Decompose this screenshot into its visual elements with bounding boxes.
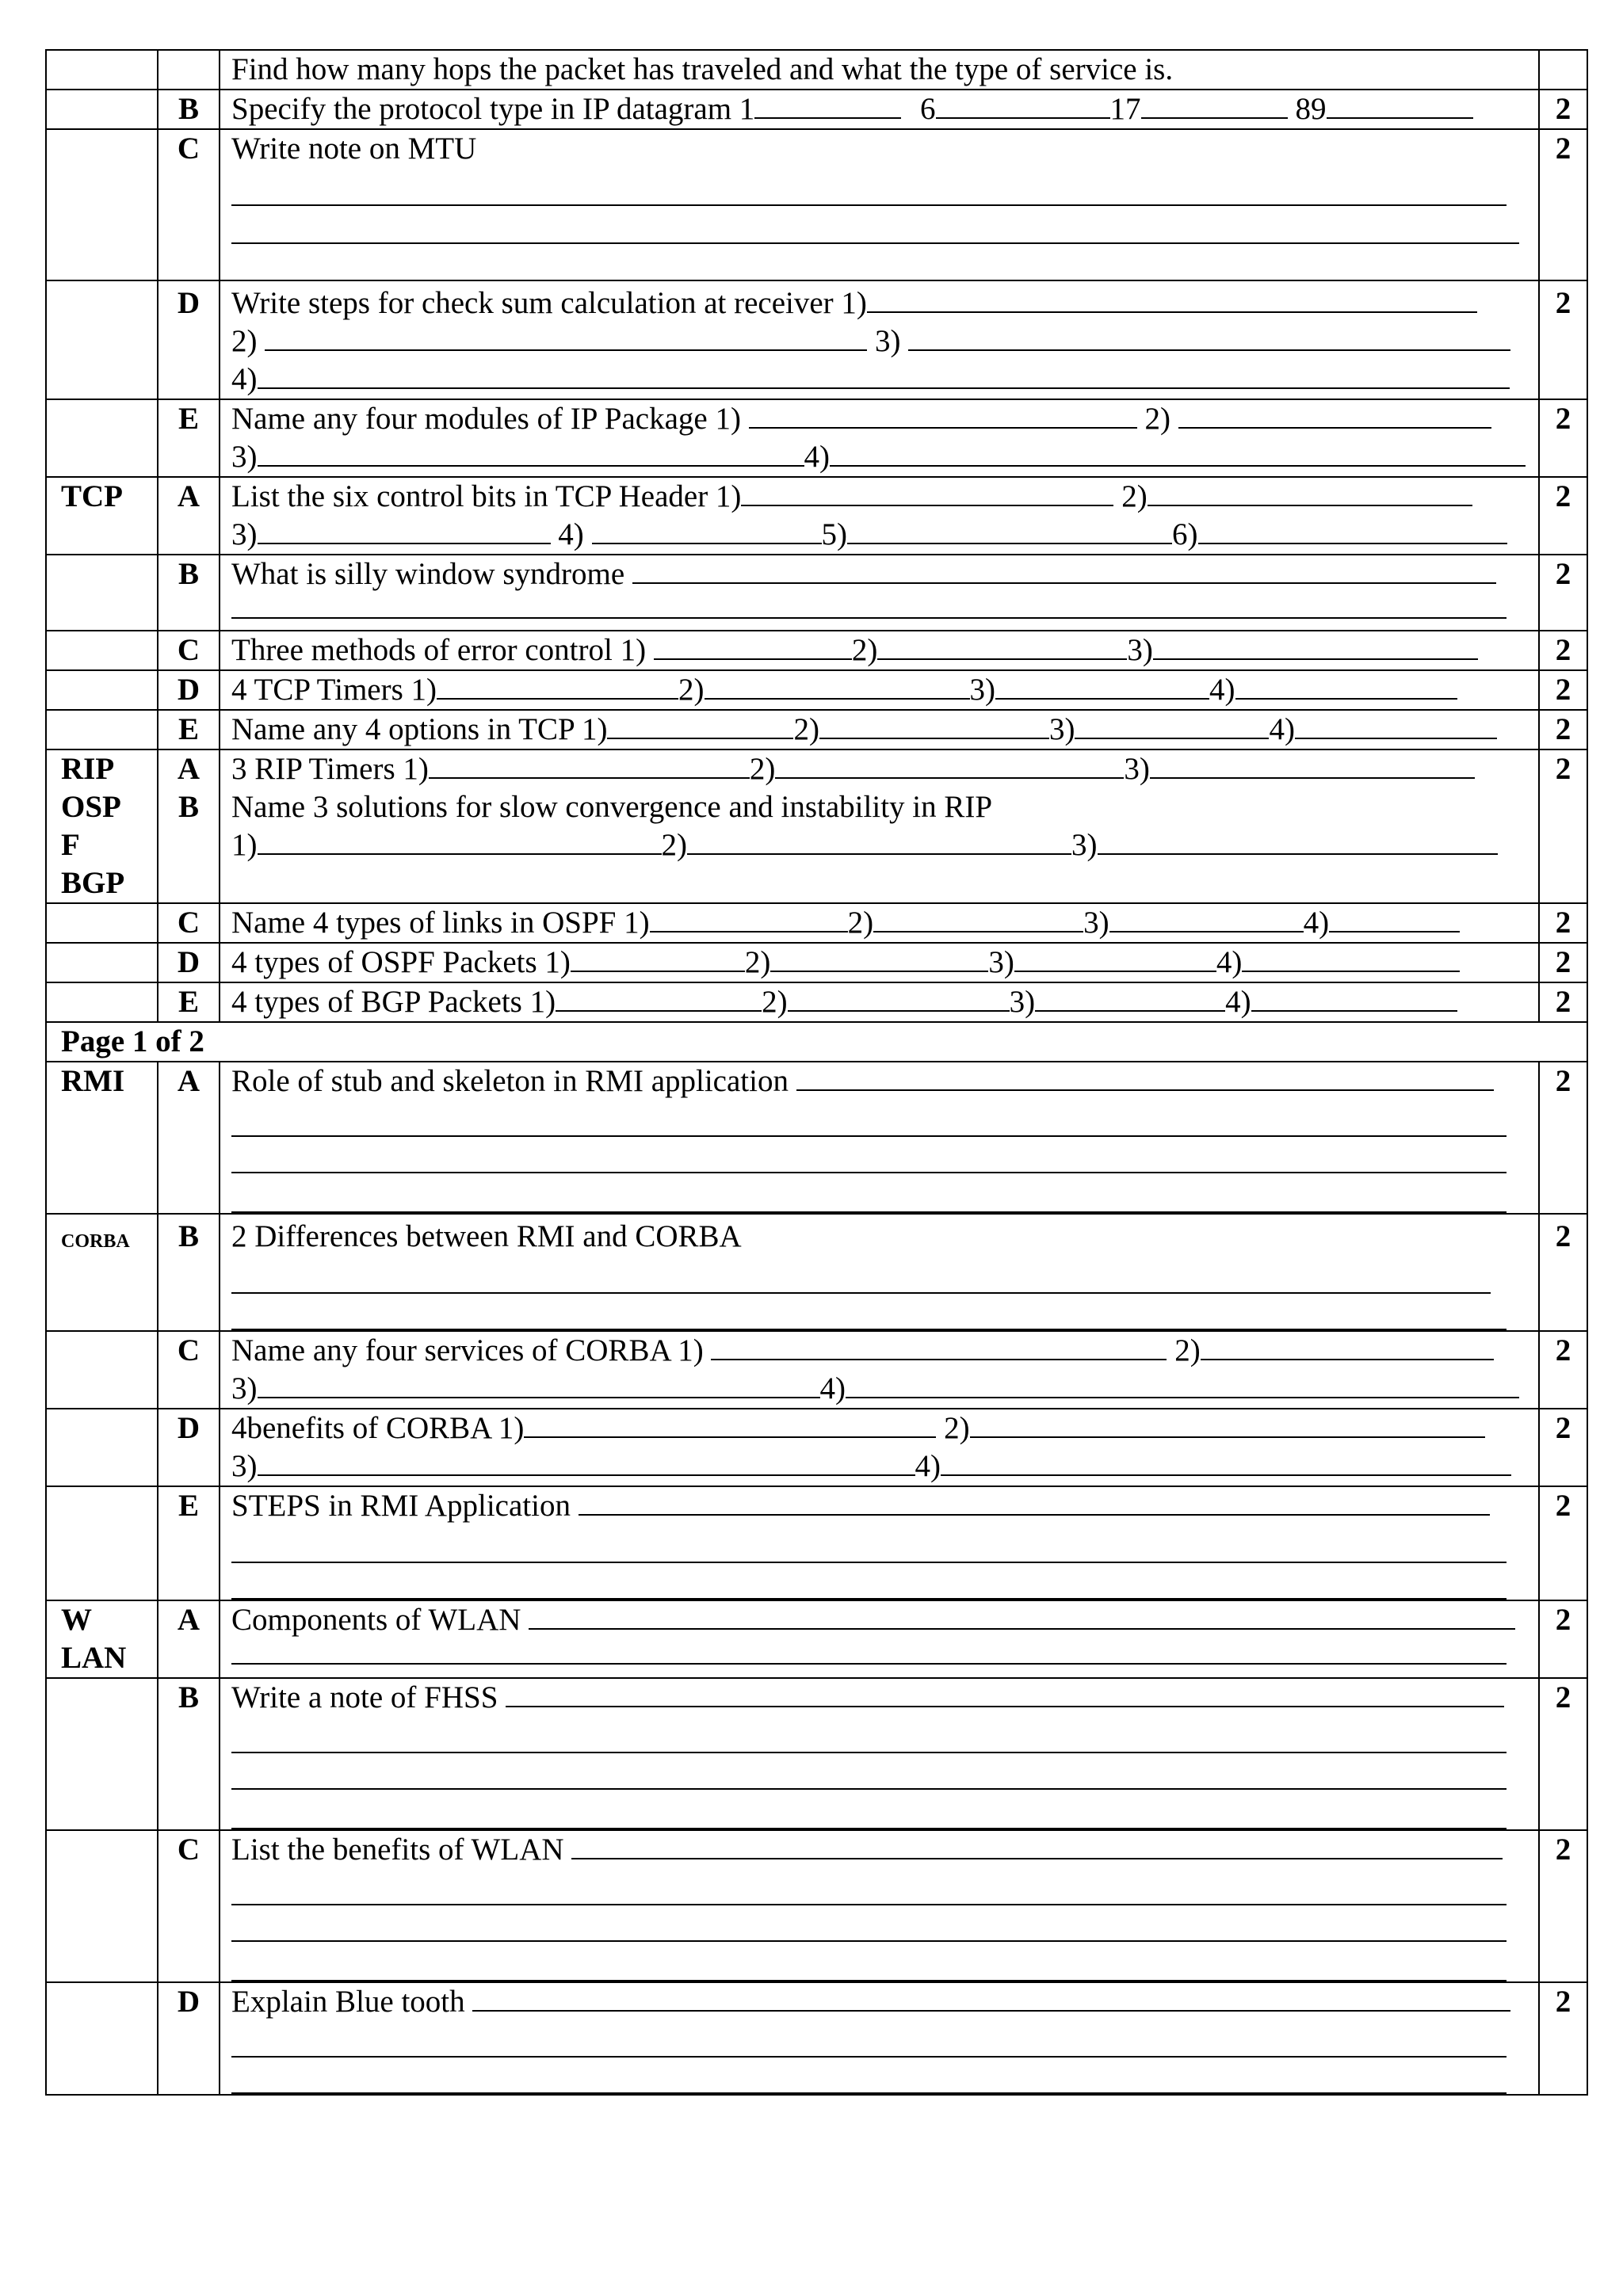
answer-line[interactable] — [231, 593, 1507, 619]
answer-line[interactable] — [231, 2021, 1507, 2058]
item-number: 3) — [988, 945, 1014, 979]
item-number: 2) — [744, 945, 771, 979]
question-cell — [220, 1600, 1539, 1678]
item-number: 3) — [1127, 633, 1153, 667]
question-row — [46, 1600, 1587, 1678]
item-number: 4) — [804, 440, 830, 474]
question-cell — [220, 280, 1539, 399]
answer-blank[interactable] — [846, 1370, 1519, 1398]
question-mark: 2 — [1539, 631, 1587, 670]
answer-blank[interactable] — [1075, 711, 1269, 739]
question-letter: A — [158, 1062, 220, 1214]
answer-blank[interactable] — [258, 1370, 820, 1398]
question-cell — [220, 1214, 1539, 1331]
question-cell — [220, 1409, 1539, 1486]
item-number: 3) — [1009, 985, 1036, 1019]
question-letter: A — [158, 477, 220, 555]
item-number: 3) — [969, 673, 996, 707]
question-mark: 2 — [1539, 1486, 1587, 1600]
answer-blank[interactable] — [258, 438, 804, 467]
item-number: 3) — [231, 440, 258, 474]
item-number: 3) — [231, 1449, 258, 1483]
mark-cell — [1539, 50, 1587, 90]
question-letter: D — [158, 670, 220, 710]
question-mark: 2 — [1539, 1062, 1587, 1214]
answer-line[interactable] — [231, 1256, 1491, 1294]
question-mark: 2 — [1539, 129, 1587, 280]
topic-label: RMI — [46, 1062, 158, 1214]
answer-blank[interactable] — [775, 750, 1124, 779]
question-row — [46, 1214, 1587, 1331]
answer-line[interactable] — [231, 1525, 1507, 1563]
question-letter: E — [158, 982, 220, 1022]
question-letter: A — [158, 1600, 220, 1678]
question-cell — [220, 749, 1539, 903]
question-text: Role of stub and skeleton in RMI application — [231, 1064, 789, 1098]
question-row — [46, 903, 1587, 943]
question-row — [46, 399, 1587, 477]
answer-blank[interactable] — [1148, 478, 1472, 506]
item-number: 2) — [944, 1411, 970, 1445]
topic-cell — [46, 399, 158, 477]
question-cell — [220, 1678, 1539, 1830]
question-letter: E — [158, 1486, 220, 1600]
topic-cell — [46, 129, 158, 280]
question-cell — [220, 1982, 1539, 2095]
answer-blank[interactable] — [524, 1409, 936, 1438]
answer-line[interactable] — [231, 2058, 1507, 2094]
answer-blank[interactable] — [472, 1983, 1510, 2012]
topic-line: LAN — [61, 1641, 127, 1675]
answer-line[interactable] — [231, 206, 1519, 244]
item-number: 3) — [1124, 752, 1150, 786]
answer-line[interactable] — [231, 1563, 1507, 1600]
item-number: 3) — [1048, 712, 1075, 746]
question-letter: B — [158, 1678, 220, 1830]
answer-blank[interactable] — [650, 904, 848, 933]
answer-blank[interactable] — [592, 516, 822, 544]
item-number: 4) — [1216, 945, 1243, 979]
topic-cell — [46, 982, 158, 1022]
topic-line: OSP — [61, 790, 121, 824]
topic-line: W — [61, 1603, 92, 1637]
question-mark: 2 — [1539, 555, 1587, 631]
question-row — [46, 1486, 1587, 1600]
topic-cell — [46, 1331, 158, 1409]
question-mark: 2 — [1539, 90, 1587, 129]
answer-blank[interactable] — [579, 1487, 1490, 1516]
item-number: 2) — [762, 985, 788, 1019]
question-text: Name 4 types of links in OSPF 1) — [231, 906, 650, 940]
question-mark: 2 — [1539, 399, 1587, 477]
item-number: 2) — [678, 673, 705, 707]
page-number: Page 1 of 2 — [46, 1022, 1587, 1062]
answer-blank[interactable] — [788, 983, 1010, 1012]
topic-label — [46, 1600, 158, 1678]
question-letter: D — [158, 943, 220, 982]
answer-line[interactable] — [231, 1294, 1507, 1330]
question-row — [46, 670, 1587, 710]
item-number: 4) — [1225, 985, 1251, 1019]
question-cell — [220, 631, 1539, 670]
item-number: 2) — [661, 828, 687, 862]
question-mark: 2 — [1539, 1214, 1587, 1331]
question-text: Write steps for check sum calculation at receiver 1) — [231, 286, 867, 320]
answer-blank[interactable] — [258, 360, 1510, 389]
question-mark: 2 — [1539, 1600, 1587, 1678]
question-cell — [220, 1331, 1539, 1409]
answer-blank[interactable] — [1251, 983, 1457, 1012]
protocol-value: 6 — [920, 92, 936, 126]
item-number: 4) — [1269, 712, 1295, 746]
protocol-value: 17 — [1109, 92, 1141, 126]
question-text: Name 3 solutions for slow convergence and instability in RIP — [231, 790, 993, 824]
topic-cell — [46, 1830, 158, 1982]
item-number: 3) — [231, 517, 258, 551]
question-row — [46, 280, 1587, 399]
question-row — [46, 631, 1587, 670]
question-letter: B — [178, 790, 199, 824]
answer-line[interactable] — [231, 1942, 1507, 1981]
question-text: Name any four services of CORBA 1) — [231, 1333, 704, 1367]
question-letter: A — [177, 752, 200, 786]
question-row — [46, 1409, 1587, 1486]
question-mark: 2 — [1539, 710, 1587, 749]
question-text: Write note on MTU — [231, 132, 477, 166]
page-marker-row — [46, 1022, 1587, 1062]
answer-blank[interactable] — [711, 1332, 1167, 1360]
answer-blank[interactable] — [830, 438, 1526, 467]
question-cell — [220, 50, 1539, 90]
item-number: 4) — [231, 362, 258, 396]
question-letter: E — [158, 399, 220, 477]
answer-blank[interactable] — [437, 671, 678, 700]
topic-line: BGP — [61, 866, 125, 900]
question-row — [46, 710, 1587, 749]
answer-blank[interactable] — [1109, 904, 1304, 933]
question-mark: 2 — [1539, 477, 1587, 555]
item-number: 4) — [915, 1449, 941, 1483]
answer-line[interactable] — [231, 1100, 1507, 1137]
protocol-value: 89 — [1295, 92, 1327, 126]
answer-blank[interactable] — [995, 671, 1209, 700]
item-number: 2) — [749, 752, 776, 786]
question-mark: 2 — [1539, 1830, 1587, 1982]
answer-blank[interactable] — [970, 1409, 1485, 1438]
question-mark: 2 — [1539, 1678, 1587, 1830]
answer-blank[interactable] — [847, 516, 1172, 544]
question-row — [46, 943, 1587, 982]
answer-line[interactable] — [231, 1869, 1507, 1905]
item-number: 2) — [1174, 1333, 1201, 1367]
topic-cell — [46, 555, 158, 631]
answer-blank[interactable] — [873, 904, 1083, 933]
topic-cell — [46, 710, 158, 749]
item-number: 1) — [231, 828, 258, 862]
question-letter: E — [158, 710, 220, 749]
item-number: 2) — [231, 324, 258, 358]
topic-cell — [46, 1678, 158, 1830]
answer-blank[interactable] — [877, 631, 1127, 660]
answer-blank[interactable] — [506, 1679, 1504, 1707]
answer-blank[interactable] — [571, 944, 745, 972]
answer-blank[interactable] — [1235, 671, 1457, 700]
item-number: 2) — [851, 633, 878, 667]
topic-cell — [46, 1409, 158, 1486]
item-number: 5) — [821, 517, 847, 551]
question-text: List the benefits of WLAN — [231, 1833, 564, 1867]
question-letter: B — [158, 555, 220, 631]
topic-cell — [46, 90, 158, 129]
question-mark: 2 — [1539, 1982, 1587, 2095]
topic-cell — [46, 280, 158, 399]
question-letter: B — [158, 90, 220, 129]
answer-line[interactable] — [231, 1905, 1507, 1942]
answer-blank[interactable] — [1295, 711, 1497, 739]
letter-cell — [158, 50, 220, 90]
question-text: What is silly window syndrome — [231, 557, 625, 591]
answer-blank[interactable] — [705, 671, 970, 700]
question-text: Find how many hops the packet has traveled and what the type of service is. — [231, 52, 1174, 86]
question-row — [46, 477, 1587, 555]
item-number: 2) — [1144, 402, 1170, 436]
question-row — [46, 1982, 1587, 2095]
question-letter: C — [158, 631, 220, 670]
question-mark: 2 — [1539, 670, 1587, 710]
topic-label — [46, 749, 158, 903]
question-cell — [220, 710, 1539, 749]
question-letter: D — [158, 1982, 220, 2095]
question-mark: 2 — [1539, 749, 1587, 903]
question-text: Name any four modules of IP Package 1) — [231, 402, 741, 436]
topic-cell — [46, 631, 158, 670]
question-text: Name any 4 options in TCP 1) — [231, 712, 608, 746]
letter-cell — [158, 749, 220, 903]
item-number: 4) — [1303, 906, 1330, 940]
question-row — [46, 1678, 1587, 1830]
answer-blank[interactable] — [258, 826, 662, 855]
answer-blank[interactable] — [607, 711, 793, 739]
question-mark: 2 — [1539, 1331, 1587, 1409]
item-number: 3) — [231, 1371, 258, 1405]
question-text: Specify the protocol type in IP datagram 1 — [231, 92, 755, 126]
topic-label: CORBA — [46, 1214, 158, 1331]
question-text: 4 types of OSPF Packets 1) — [231, 945, 571, 979]
answer-blank[interactable] — [1014, 944, 1216, 972]
answer-blank[interactable] — [796, 1062, 1494, 1091]
question-cell — [220, 1062, 1539, 1214]
question-letter: C — [158, 903, 220, 943]
question-text: Write a note of FHSS — [231, 1680, 498, 1714]
answer-blank[interactable] — [741, 478, 1113, 506]
answer-blank[interactable] — [1141, 90, 1288, 119]
answer-blank[interactable] — [1242, 944, 1460, 972]
question-table — [45, 49, 1588, 2096]
question-text: 4 types of BGP Packets 1) — [231, 985, 556, 1019]
question-text: 3 RIP Timers 1) — [231, 752, 429, 786]
question-text: STEPS in RMI Application — [231, 1489, 571, 1523]
answer-blank[interactable] — [571, 1831, 1503, 1859]
topic-label: TCP — [46, 477, 158, 555]
answer-line[interactable] — [231, 1717, 1507, 1753]
item-number: 2) — [1121, 479, 1148, 513]
question-row — [46, 982, 1587, 1022]
answer-blank[interactable] — [1035, 983, 1225, 1012]
question-mark: 2 — [1539, 1409, 1587, 1486]
question-text: Components of WLAN — [231, 1603, 521, 1637]
question-letter: D — [158, 280, 220, 399]
question-mark: 2 — [1539, 943, 1587, 982]
answer-blank[interactable] — [770, 944, 988, 972]
question-mark: 2 — [1539, 280, 1587, 399]
question-text: Explain Blue tooth — [231, 1985, 465, 2019]
question-row — [46, 1062, 1587, 1214]
item-number: 3) — [1083, 906, 1109, 940]
question-cell — [220, 555, 1539, 631]
topic-cell — [46, 903, 158, 943]
question-cell — [220, 1486, 1539, 1600]
item-number: 4) — [558, 517, 584, 551]
item-number: 3) — [1071, 828, 1098, 862]
answer-blank[interactable] — [749, 400, 1137, 429]
item-number: 4) — [1209, 673, 1235, 707]
question-row — [46, 129, 1587, 280]
answer-blank[interactable] — [936, 90, 1110, 119]
answer-blank[interactable] — [632, 555, 1496, 584]
answer-line[interactable] — [231, 1137, 1507, 1173]
question-cell — [220, 399, 1539, 477]
question-row — [46, 555, 1587, 631]
question-row — [46, 1830, 1587, 1982]
answer-blank[interactable] — [1178, 400, 1491, 429]
question-cell — [220, 943, 1539, 982]
question-text: 2 Differences between RMI and CORBA — [231, 1219, 742, 1253]
answer-blank[interactable] — [429, 750, 750, 779]
answer-blank[interactable] — [529, 1601, 1515, 1630]
question-row — [46, 90, 1587, 129]
question-letter: C — [158, 1830, 220, 1982]
question-text: 4benefits of CORBA 1) — [231, 1411, 525, 1445]
answer-line[interactable] — [231, 1790, 1507, 1829]
answer-blank[interactable] — [908, 322, 1510, 351]
answer-line[interactable] — [231, 1753, 1507, 1790]
answer-blank[interactable] — [754, 90, 901, 119]
topic-cell — [46, 50, 158, 90]
question-cell — [220, 477, 1539, 555]
answer-blank[interactable] — [1327, 90, 1473, 119]
question-mark: 2 — [1539, 982, 1587, 1022]
answer-blank[interactable] — [867, 284, 1477, 313]
answer-blank[interactable] — [1198, 516, 1507, 544]
answer-blank[interactable] — [654, 631, 852, 660]
question-cell — [220, 129, 1539, 280]
item-number: 6) — [1172, 517, 1198, 551]
item-number: 3) — [875, 324, 901, 358]
answer-blank[interactable] — [687, 826, 1071, 855]
question-cell — [220, 982, 1539, 1022]
question-letter: C — [158, 129, 220, 280]
question-text: Three methods of error control 1) — [231, 633, 647, 667]
answer-blank[interactable] — [265, 322, 867, 351]
question-row — [46, 50, 1587, 90]
answer-blank[interactable] — [1150, 750, 1475, 779]
question-cell — [220, 903, 1539, 943]
question-row — [46, 1331, 1587, 1409]
answer-blank[interactable] — [258, 1447, 915, 1476]
answer-blank[interactable] — [1329, 904, 1460, 933]
topic-cell — [46, 1982, 158, 2095]
answer-line[interactable] — [231, 1173, 1507, 1213]
item-number: 2) — [847, 906, 874, 940]
answer-blank[interactable] — [1201, 1332, 1494, 1360]
topic-cell — [46, 1486, 158, 1600]
item-number: 2) — [793, 712, 819, 746]
question-text: List the six control bits in TCP Header 1) — [231, 479, 742, 513]
question-letter: D — [158, 1409, 220, 1486]
question-row — [46, 749, 1587, 903]
question-letter: C — [158, 1331, 220, 1409]
question-text: 4 TCP Timers 1) — [231, 673, 437, 707]
answer-blank[interactable] — [941, 1447, 1511, 1476]
answer-blank[interactable] — [258, 516, 551, 544]
topic-line: F — [61, 828, 80, 862]
answer-blank[interactable] — [819, 711, 1049, 739]
topic-cell — [46, 670, 158, 710]
question-cell — [220, 1830, 1539, 1982]
topic-cell — [46, 943, 158, 982]
question-cell — [220, 670, 1539, 710]
answer-blank[interactable] — [1098, 826, 1498, 855]
answer-blank[interactable] — [1153, 631, 1478, 660]
question-cell — [220, 90, 1539, 129]
question-letter: B — [158, 1214, 220, 1331]
topic-line: RIP — [61, 752, 115, 786]
item-number: 4) — [819, 1371, 846, 1405]
answer-line[interactable] — [231, 168, 1507, 206]
answer-line[interactable] — [231, 1639, 1507, 1665]
question-mark: 2 — [1539, 903, 1587, 943]
answer-blank[interactable] — [556, 983, 762, 1012]
